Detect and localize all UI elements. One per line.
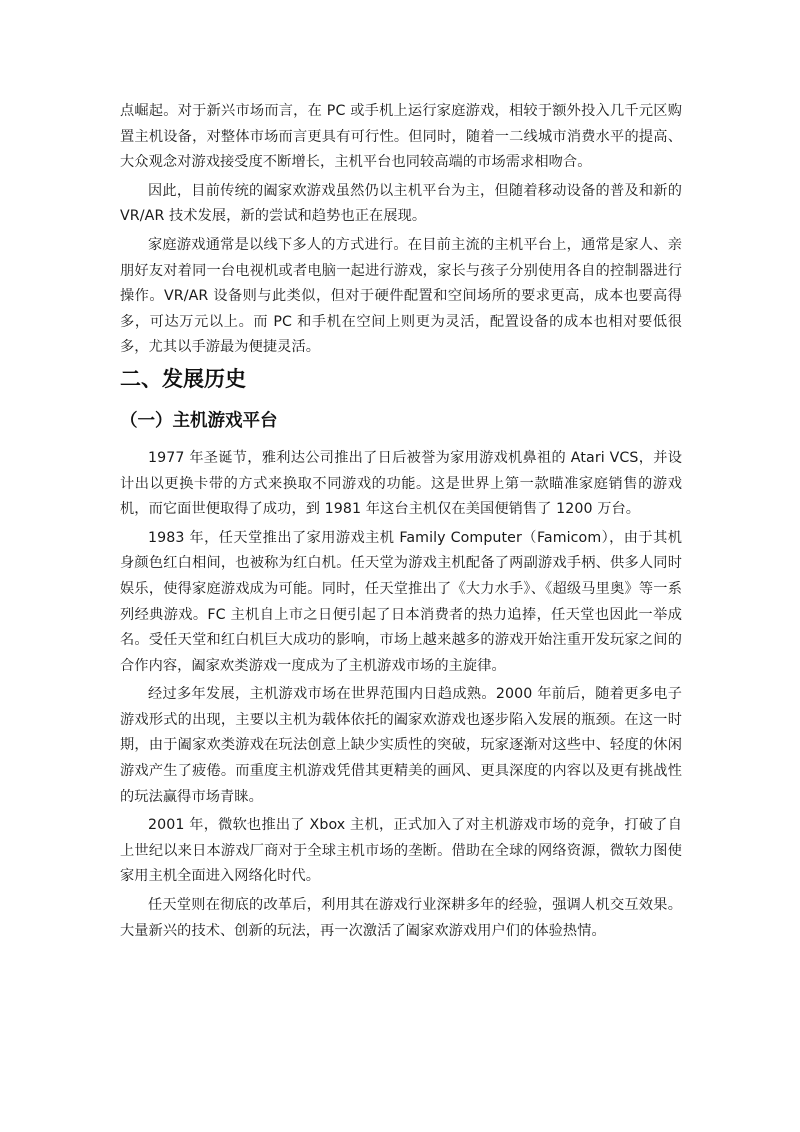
document-body bbox=[120, 99, 682, 947]
paragraph: 1977 年圣诞节，雅利达公司推出了日后被誉为家用游戏机鼻祖的 Atari VCS，并设计出以更换卡带的方式来换取不同游戏的功能。这是世界上第一款瞄准家庭销售的游戏机，而它面世便取得了成功，到 1981 年这台主机仅在美国便销售了 1200 万台。 bbox=[120, 449, 682, 518]
paragraph: 家庭游戏通常是以线下多人的方式进行。在目前主流的主机平台上，通常是家人、亲朋好友对着同一台电视机或者电脑一起进行游戏，家长与孩子分别使用各自的控制器进行操作。VR/AR 设备则与此类似，但对于硬件配置和空间场所的要求更高，成本也要高得多，可达万元以上。而 PC 和手机在空间上则更为灵活，配置设备的成本也相对要低很多，尤其以手游最为便捷灵活。 bbox=[120, 236, 682, 356]
section-heading: 二、发展历史 bbox=[120, 366, 246, 391]
paragraph: 任天堂则在彻底的改革后，利用其在游戏行业深耕多年的经验，强调人机交互效果。大量新兴的技术、创新的玩法，再一次激活了阖家欢游戏用户们的体验热情。 bbox=[120, 897, 682, 939]
paragraph-continuation: 点崛起。对于新兴市场而言，在 PC 或手机上运行家庭游戏，相较于额外投入几千元区购置主机设备，对整体市场而言更具有可行性。但同时，随着一二线城市消费水平的提高、大众观念对游戏接受度不断增长，主机平台也同较高端的市场需求相吻合。 bbox=[120, 103, 682, 171]
paragraph: 1983 年，任天堂推出了家用游戏主机 Family Computer（Famicom），由于其机身颜色红白相间，也被称为红白机。任天堂为游戏主机配备了两副游戏手柄、供多人同时娱乐，使得家庭游戏成为可能。同时，任天堂推出了《大力水手》、《超级马里奥》等一系列经典游戏。FC 主机自上市之日便引起了日本消费者的热力追捧，任天堂也因此一举成名。受任天堂和红白机巨大成功的影响，市场上越来越多的游戏开始注重开发玩家之间的合作内容，阖家欢类游戏一度成为了主机游戏市场的主旋律。 bbox=[120, 529, 682, 674]
paragraph: 因此，目前传统的阖家欢游戏虽然仍以主机平台为主，但随着移动设备的普及和新的 VR/AR 技术发展，新的尝试和趋势也正在展现。 bbox=[120, 182, 682, 225]
paragraph: 2001 年，微软也推出了 Xbox 主机，正式加入了对主机游戏市场的竞争，打破了自上世纪以来日本游戏厂商对于全球主机市场的垄断。借助在全球的网络资源，微软力图使家用主机全面进入网络化时代。 bbox=[120, 817, 682, 885]
paragraph: 经过多年发展，主机游戏市场在世界范围内日趋成熟。2000 年前后，随着更多电子游戏形式的出现，主要以主机为载体依托的阖家欢游戏也逐步陷入发展的瓶颈。在这一时期，由于阖家欢类游戏在玩法创意上缺少实质性的突破，玩家逐渐对这些中、轻度的休闲游戏产生了疲倦。而重度主机游戏凭借其更精美的画风、更具深度的内容以及更有挑战性的玩法赢得市场青睐。 bbox=[120, 686, 682, 805]
subsection-heading: （一）主机游戏平台 bbox=[120, 410, 278, 431]
